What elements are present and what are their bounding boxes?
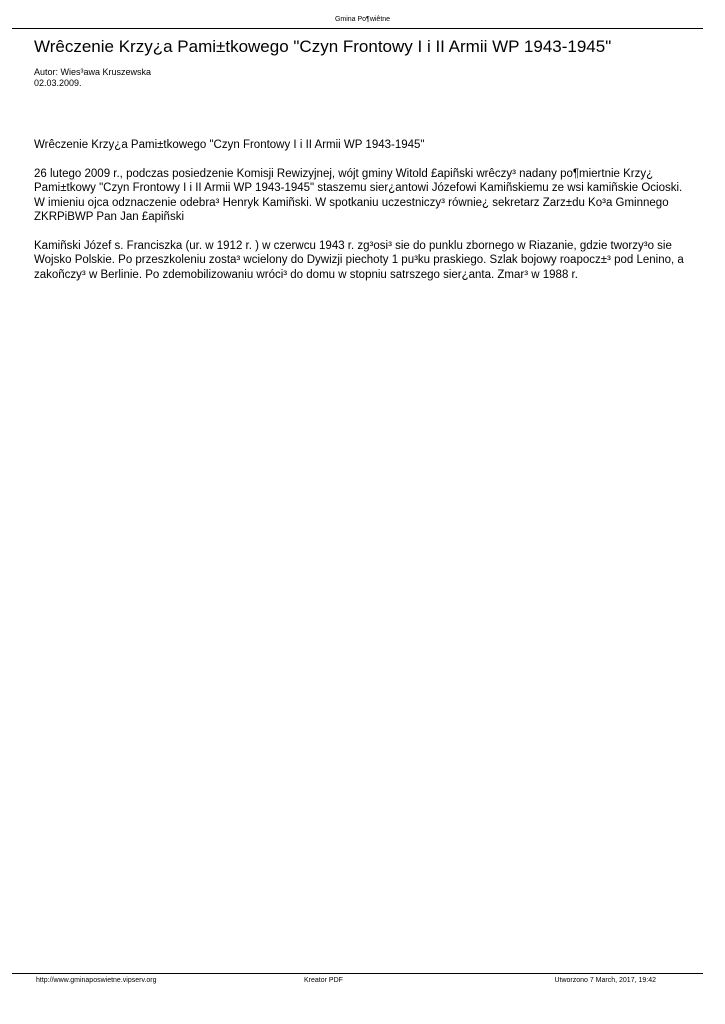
publish-date: 02.03.2009.	[34, 78, 82, 88]
article-body	[34, 138, 684, 296]
body-paragraph-lead: Wrêczenie Krzy¿a Pami±tkowego "Czyn Frontowy I i II Armii WP 1943-1945"	[34, 139, 425, 151]
footer-divider	[12, 973, 703, 974]
header-divider	[12, 28, 703, 29]
footer-url-link[interactable]: http://www.gminaposwietne.vipserv.org	[36, 977, 157, 984]
footer-generator: Kreator PDF	[304, 977, 343, 984]
article-meta	[34, 67, 151, 89]
site-header: Gmina Po¶wiêtne	[334, 16, 391, 23]
footer-created-timestamp: Utworzono 7 March, 2017, 19:42	[554, 977, 656, 984]
body-paragraph-ceremony: 26 lutego 2009 r., podczas posiedzenie Komisji Rewizyjnej, wójt gminy Witold £apiñski wrêczy³ nadany po¶miertnie Krzy¿ Pami±tkowy "Czyn Frontowy I i II Armii WP 1943-1945" staszemu sier¿antowi Józefowi Kamiñskiemu ze wsi kamiñskie Ocioski. W imieniu ojca odznaczenie odebra³ Henryk Kamiñski. W spotkaniu uczestniczy³ równie¿ sekretarz Zarz±du Ko³a Gminnego ZKRPiBWP Pan Jan £apiñski	[34, 167, 683, 223]
article-title: Wrêczenie Krzy¿a Pami±tkowego "Czyn Frontowy I i II Armii WP 1943-1945"	[34, 37, 612, 56]
author-line: Autor: Wies³awa Kruszewska	[34, 67, 152, 77]
body-paragraph-biography: Kamiñski Józef s. Franciszka (ur. w 1912 r. ) w czerwcu 1943 r. zg³osi³ sie do punklu zbornego w Riazanie, gdzie tworzy³o sie Wojsko Polskie. Po przeszkoleniu zosta³ wcielony do Dywizji piechoty 1 pu³ku praskiego. Szlak bojowy roapocz±³ pod Lenino, a zakoñczy³ w Berlinie. Po zdemobilizowaniu wróci³ do domu w stopniu satrszego sier¿anta. Zmar³ w 1988 r.	[34, 239, 684, 281]
